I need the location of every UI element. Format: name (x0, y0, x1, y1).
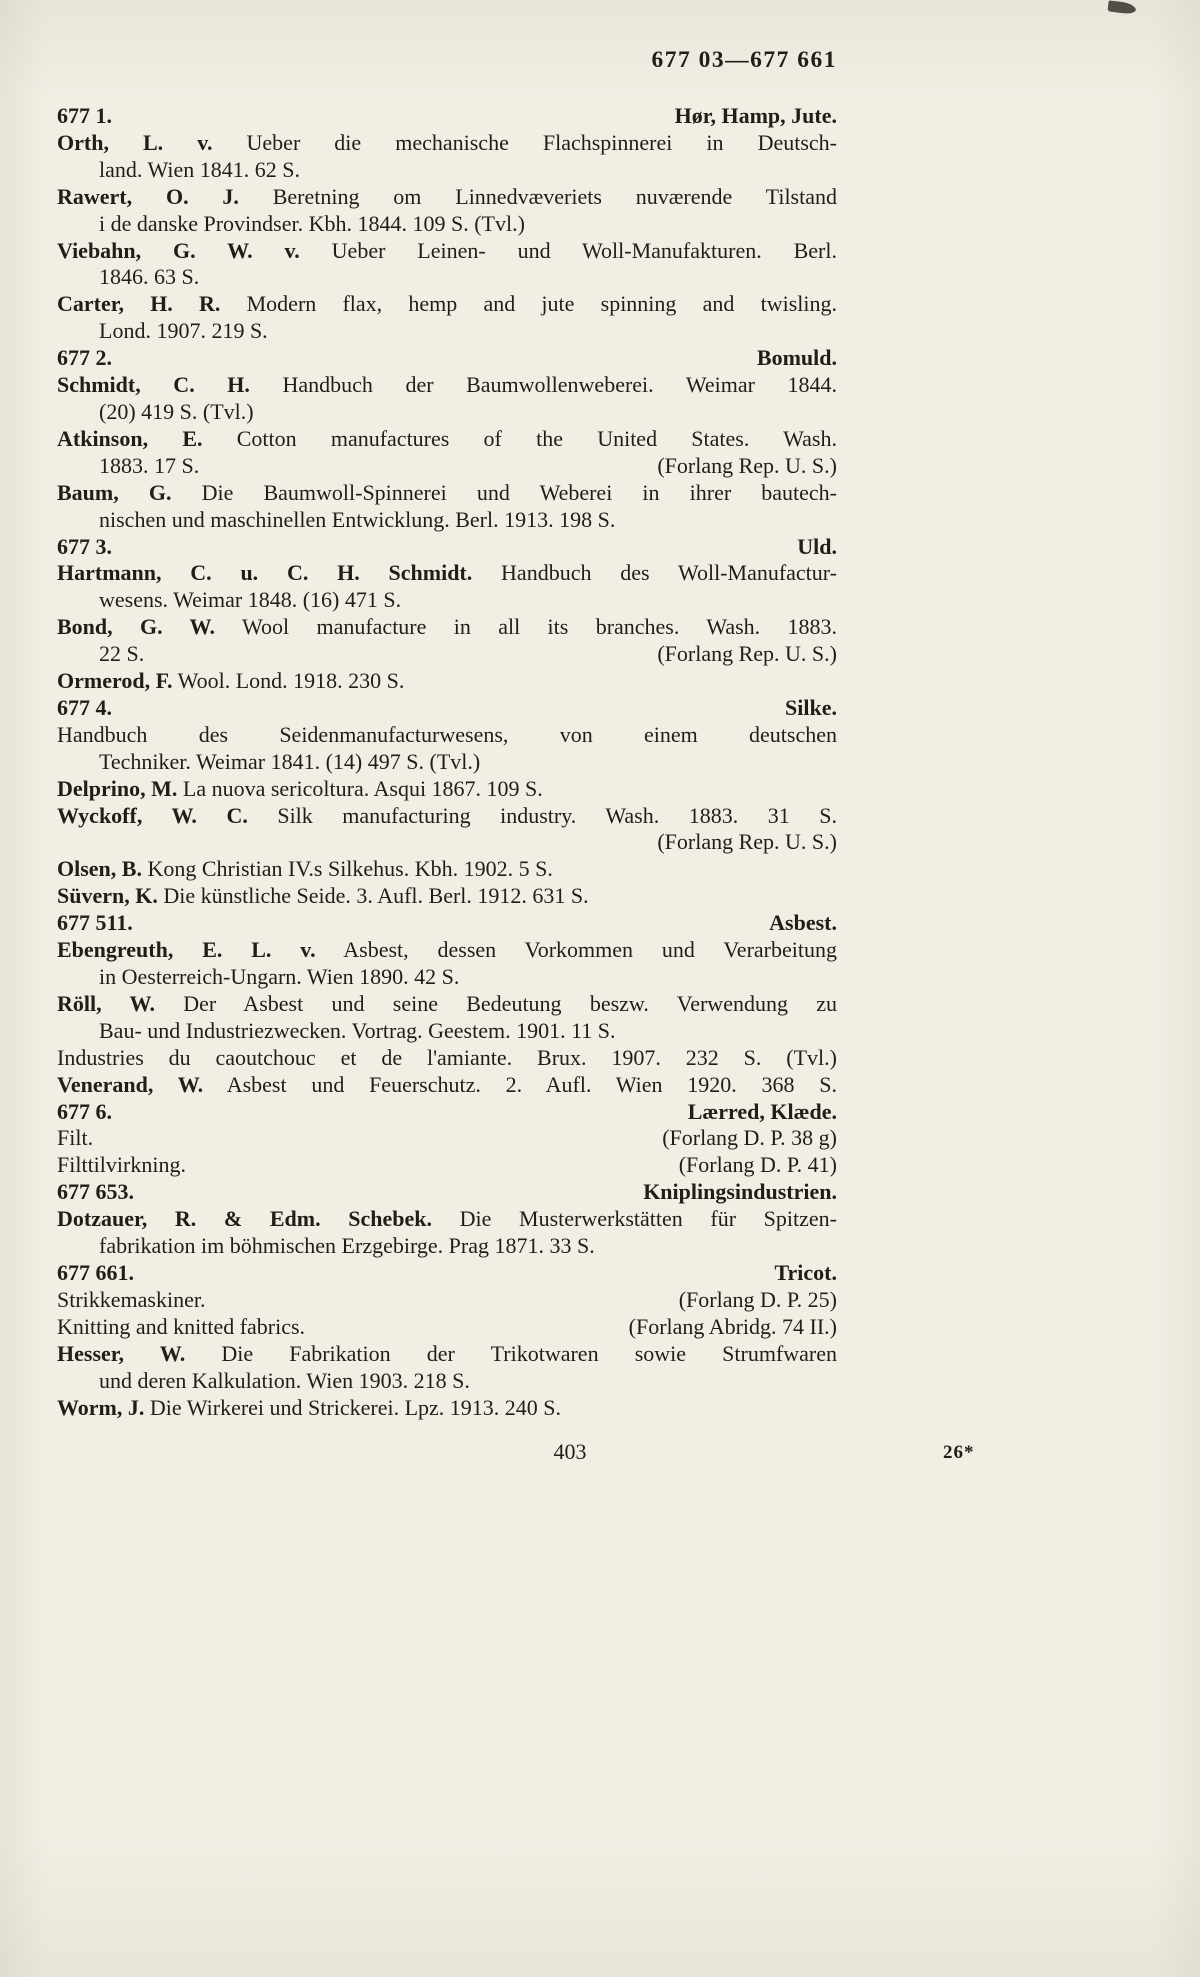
entry-line (57, 1287, 837, 1314)
entry-text: Asbest, dessen Vorkommen und Verarbeitung (315, 937, 837, 963)
entry-text: Lond. 1907. 219 S. (99, 318, 268, 344)
entry-text: wesens. Weimar 1848. (16) 471 S. (99, 587, 402, 613)
entry-line (57, 480, 837, 507)
entry-line (57, 1395, 837, 1422)
entry-text: Bau- und Industriezwecken. Vortrag. Geestem. 1901. 11 S. (99, 1017, 616, 1043)
entry-line (57, 157, 837, 184)
entry-text: Wool. Lond. 1918. 230 S. (172, 668, 405, 694)
section-title: Bomuld. (756, 345, 837, 371)
forlang-note: (Forlang D. P. 38 g) (662, 1125, 837, 1151)
page-content (57, 47, 837, 1421)
section-code: 677 6. (57, 1098, 112, 1124)
entry-text: Handbuch der Baumwollenweberei. Weimar 1844. (249, 372, 837, 398)
entry-line (57, 507, 837, 534)
section-677-6 (57, 1099, 837, 1180)
author-name: Viebahn, G. W. v. (57, 237, 300, 263)
author-name: Bond, G. W. (57, 614, 216, 640)
section-header (57, 695, 837, 722)
entry-text: 1883. 17 S. (99, 452, 200, 478)
entry-text: Industries du caoutchouc et de l'amiante. Brux. 1907. 232 S. (Tvl.) (57, 1044, 837, 1070)
entry-text: Ueber Leinen- und Woll-Manufakturen. Berl. (299, 237, 837, 263)
entry-text: (20) 419 S. (Tvl.) (99, 398, 254, 424)
entry-text: Kong Christian IV.s Silkehus. Kbh. 1902. 5 S. (141, 856, 553, 882)
section-code: 677 4. (57, 694, 112, 720)
entry-text: Wool manufacture in all its branches. Wash. 1883. (215, 614, 838, 640)
entry-text: Strikkemaskiner. (57, 1286, 206, 1312)
section-header (57, 103, 837, 130)
entry-line (57, 803, 837, 830)
entry-line (57, 1072, 837, 1099)
forlang-note: (Forlang Rep. U. S.) (657, 829, 837, 855)
author-name: Süvern, K. (57, 883, 158, 909)
section-code: 677 3. (57, 533, 112, 559)
entry-text: Der Asbest und seine Bedeutung beszw. Verwendung zu (154, 990, 838, 1016)
section-header (57, 1260, 837, 1287)
entry-line (57, 1018, 837, 1045)
author-name: Olsen, B. (57, 856, 142, 882)
section-code: 677 1. (57, 103, 112, 128)
entry-line (57, 291, 837, 318)
forlang-note: (Forlang D. P. 41) (678, 1152, 837, 1178)
author-name: Delprino, M. (57, 775, 178, 801)
section-code: 677 2. (57, 345, 112, 371)
section-code: 677 661. (57, 1259, 134, 1285)
entry-line (57, 1233, 837, 1260)
section-title: Uld. (797, 533, 837, 559)
section-header (57, 910, 837, 937)
page-heading-range: 677 03—677 661 (651, 47, 837, 73)
entry-text: Beretning om Linnedvæveriets nuværende Tilstand (238, 183, 837, 209)
entry-line (57, 426, 837, 453)
entry-text: Handbuch des Seidenmanufacturwesens, von einem deutschen (57, 721, 837, 747)
entry-line (57, 1125, 837, 1152)
section-header (57, 345, 837, 372)
author-name: Röll, W. (57, 990, 155, 1016)
entry-text: Silk manufacturing industry. Wash. 1883. 31 S. (247, 802, 837, 828)
entry-text: Techniker. Weimar 1841. (14) 497 S. (Tvl.) (99, 748, 481, 774)
author-name: Rawert, O. J. (57, 183, 239, 209)
entry-line (57, 238, 837, 265)
author-name: Orth, L. v. (57, 129, 213, 155)
author-name: Wyckoff, W. C. (57, 802, 248, 828)
section-title: Tricot. (774, 1259, 837, 1285)
entry-line (57, 399, 837, 426)
entry-line (57, 776, 837, 803)
entry-line (57, 130, 837, 157)
entry-text: land. Wien 1841. 62 S. (99, 156, 300, 182)
entry-line (57, 614, 837, 641)
entry-text: in Oesterreich-Ungarn. Wien 1890. 42 S. (99, 964, 460, 989)
author-name: Dotzauer, R. & Edm. Schebek. (57, 1206, 432, 1232)
section-title: Silke. (785, 694, 837, 720)
page-number: 403 (553, 1439, 587, 1464)
section-code: 677 511. (57, 910, 133, 936)
entry-line (57, 722, 837, 749)
author-name: Ormerod, F. (57, 668, 173, 694)
section-677-511 (57, 910, 837, 1098)
section-title: Asbest. (769, 910, 837, 936)
section-677-653 (57, 1179, 837, 1260)
entry-text: Asbest und Feuerschutz. 2. Aufl. Wien 1920. 368 S. (203, 1071, 837, 1097)
entry-text: Die künstliche Seide. 3. Aufl. Berl. 1912. 631 S. (157, 883, 589, 909)
entry-text: Die Musterwerkstätten für Spitzen- (431, 1206, 837, 1232)
section-title: Hør, Hamp, Jute. (674, 103, 837, 128)
entry-line (57, 587, 837, 614)
entry-text: nischen und maschinellen Entwicklung. Berl. 1913. 198 S. (99, 506, 616, 532)
entry-line (57, 829, 837, 856)
section-677-3 (57, 534, 837, 695)
forlang-note: (Forlang Abridg. 74 II.) (628, 1313, 837, 1339)
signature-mark: 26* (943, 1442, 975, 1463)
section-677-1 (57, 103, 837, 345)
forlang-note: (Forlang Rep. U. S.) (657, 641, 837, 667)
entry-line (57, 964, 837, 991)
entry-text: Handbuch des Woll-Manufactur- (472, 560, 838, 586)
author-name: Baum, G. (57, 479, 172, 505)
entry-text: La nuova sericoltura. Asqui 1867. 109 S. (177, 775, 543, 801)
entry-line (57, 856, 837, 883)
entry-text: Filt. (57, 1125, 94, 1151)
entry-line (57, 991, 837, 1018)
entry-text: Modern flax, hemp and jute spinning and twisling. (220, 291, 837, 317)
entry-line (57, 318, 837, 345)
author-name: Hartmann, C. u. C. H. Schmidt. (57, 560, 473, 586)
entry-line (57, 1045, 837, 1072)
section-title: Kniplingsindustrien. (643, 1179, 837, 1205)
section-header (57, 1179, 837, 1206)
entry-line (57, 1206, 837, 1233)
entry-line (57, 264, 837, 291)
entry-line (57, 749, 837, 776)
entry-text: 1846. 63 S. (99, 264, 200, 290)
entry-line (57, 184, 837, 211)
entry-text: Cotton manufactures of the United States. Wash. (202, 425, 837, 451)
entry-text: i de danske Provindser. Kbh. 1844. 109 S. (Tvl.) (99, 210, 525, 236)
entry-text: und deren Kalkulation. Wien 1903. 218 S. (99, 1367, 470, 1393)
forlang-note: (Forlang D. P. 25) (678, 1286, 837, 1312)
entry-text: Die Wirkerei und Strickerei. Lpz. 1913. 240 S. (144, 1394, 562, 1420)
forlang-note: (Forlang Rep. U. S.) (657, 452, 837, 478)
entry-line (57, 1314, 837, 1341)
section-677-661 (57, 1260, 837, 1421)
entry-line (57, 641, 837, 668)
author-name: Venerand, W. (57, 1071, 204, 1097)
author-name: Atkinson, E. (57, 425, 203, 451)
author-name: Hesser, W. (57, 1340, 186, 1366)
entry-text: Ueber die mechanische Flachspinnerei in Deutsch- (212, 129, 837, 155)
entry-line (57, 883, 837, 910)
author-name: Schmidt, C. H. (57, 372, 250, 398)
entry-line (57, 560, 837, 587)
entry-line (57, 1152, 837, 1179)
entry-line (57, 668, 837, 695)
entry-line (57, 1341, 837, 1368)
entry-line (57, 372, 837, 399)
entry-text: fabrikation im böhmischen Erzgebirge. Prag 1871. 33 S. (99, 1233, 595, 1259)
section-title: Lærred, Klæde. (687, 1098, 837, 1124)
author-name: Carter, H. R. (57, 291, 221, 317)
section-677-4 (57, 695, 837, 910)
entry-text: 22 S. (99, 641, 145, 667)
entry-text: Die Baumwoll-Spinnerei und Weberei in ihrer bautech- (171, 479, 838, 505)
author-name: Worm, J. (57, 1394, 145, 1420)
entry-text: Filttilvirkning. (57, 1152, 186, 1178)
entry-line (57, 453, 837, 480)
author-name: Ebengreuth, E. L. v. (57, 937, 316, 963)
entry-line (57, 1368, 837, 1395)
entry-text: Knitting and knitted fabrics. (57, 1313, 306, 1339)
entry-line (57, 937, 837, 964)
entry-text: Die Fabrikation der Trikotwaren sowie Strumfwaren (185, 1340, 837, 1366)
section-header (57, 534, 837, 561)
entry-line (57, 211, 837, 238)
section-header (57, 1099, 837, 1126)
section-677-2 (57, 345, 837, 533)
section-code: 677 653. (57, 1179, 134, 1205)
